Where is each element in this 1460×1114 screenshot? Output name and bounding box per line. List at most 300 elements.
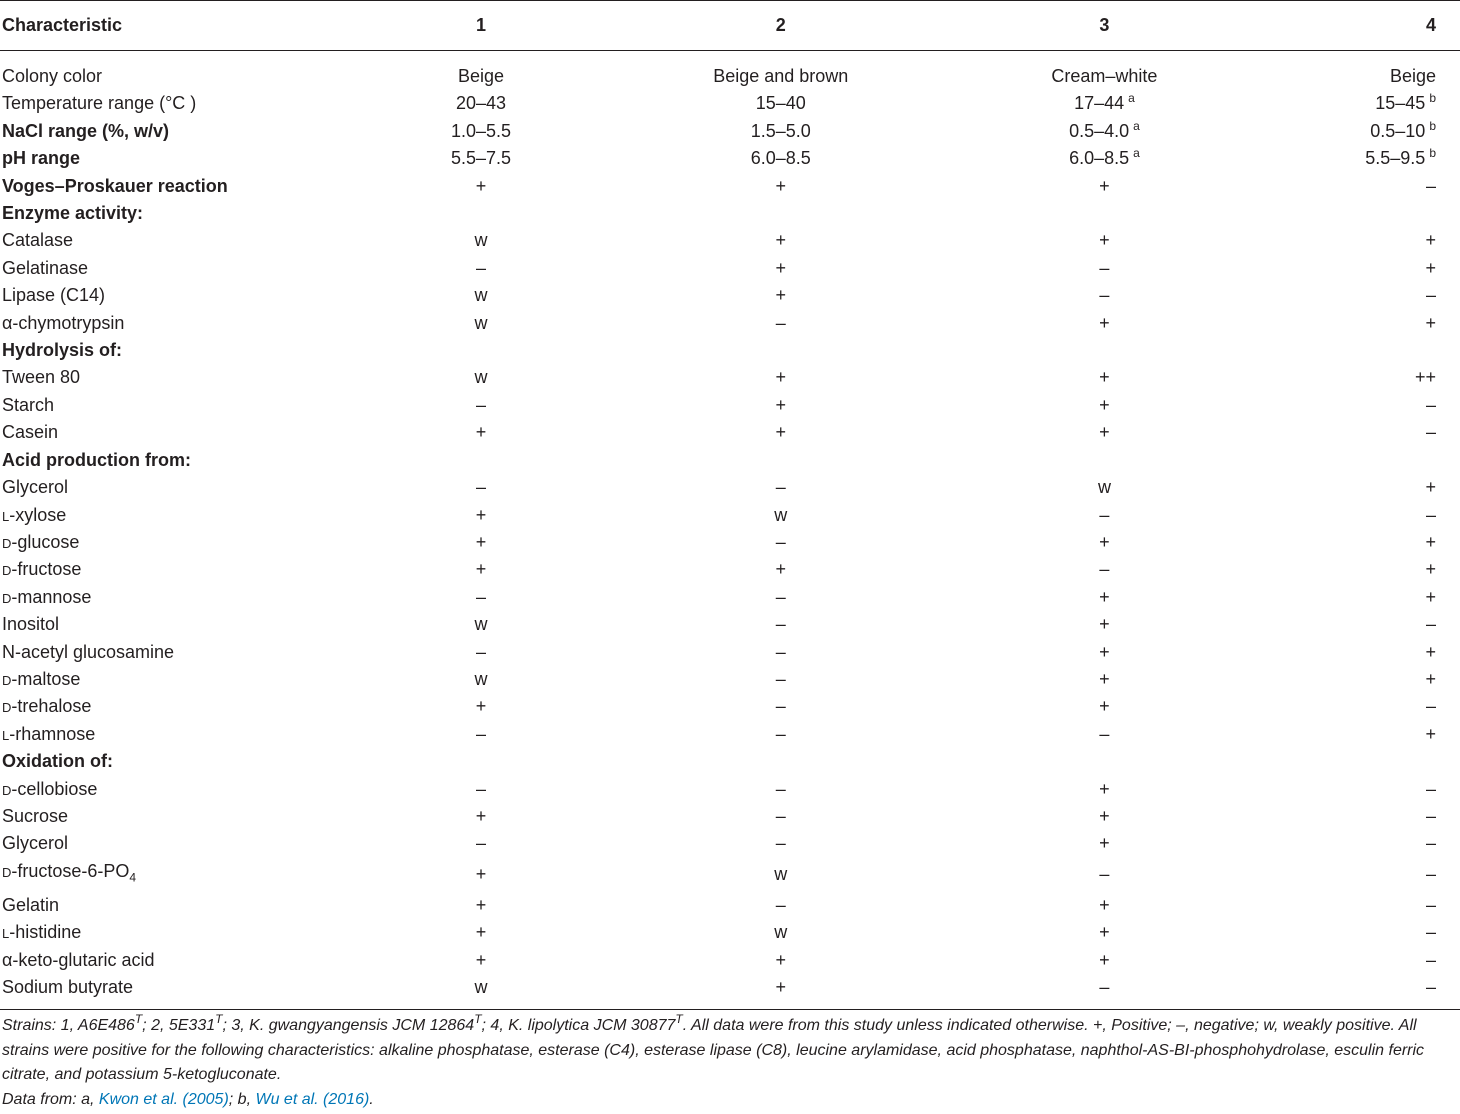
row-label: Glycerol — [2, 833, 69, 854]
table-row — [0, 255, 1460, 282]
cell-value: – — [1425, 175, 1436, 196]
cell-strain-1 — [339, 200, 624, 227]
cell-strain-1 — [339, 474, 624, 501]
cell-value: + — [1425, 531, 1436, 552]
cell-strain-4 — [1271, 419, 1460, 446]
stereo-prefix: d — [2, 586, 12, 607]
cell-value: + — [1425, 230, 1436, 251]
cell-strain-4 — [1271, 803, 1460, 830]
cell-strain-1 — [339, 584, 624, 611]
cell-strain-4 — [1271, 830, 1460, 857]
cell-strain-3 — [938, 227, 1271, 254]
cell-strain-4 — [1271, 947, 1460, 974]
stereo-prefix: l — [2, 723, 10, 744]
cell-strain-2 — [624, 310, 938, 337]
table-row — [0, 639, 1460, 666]
cell-value: – — [775, 614, 786, 635]
cell-value: + — [1425, 559, 1436, 580]
row-label: Gelatinase — [2, 257, 89, 278]
cell-strain-4 — [1271, 919, 1460, 946]
stereo-prefix: d — [2, 696, 12, 717]
cell-strain-2 — [624, 721, 938, 748]
cell-value: + — [775, 977, 787, 997]
cell-strain-2 — [624, 556, 938, 583]
cell-value: + — [1099, 949, 1110, 970]
table-row — [0, 721, 1460, 748]
row-label: Acid production from: — [2, 449, 191, 470]
cell-strain-4 — [1271, 118, 1460, 145]
table-row — [0, 173, 1460, 200]
cell-strain-3 — [938, 447, 1271, 474]
cell-value: – — [1425, 864, 1436, 885]
cell-strain-1 — [339, 419, 624, 446]
cell-strain-3 — [938, 337, 1271, 364]
table-header-row — [0, 1, 1460, 51]
table-row — [0, 90, 1460, 117]
cell-strain-4 — [1271, 502, 1460, 529]
row-label: NaCl range (%, w/v) — [2, 120, 170, 141]
cell-strain-1 — [339, 337, 624, 364]
cell-value: – — [476, 723, 487, 744]
row-label: Casein — [2, 422, 59, 443]
cell-value: + — [1099, 175, 1110, 196]
cell-strain-2 — [624, 227, 938, 254]
cell-strain-4 — [1271, 447, 1460, 474]
cell-value: + — [775, 367, 787, 388]
table-row — [0, 529, 1460, 556]
cell-value: + — [1425, 586, 1436, 607]
cell-strain-2 — [624, 947, 938, 974]
cell-strain-2 — [624, 830, 938, 857]
cell-strain-1 — [339, 947, 624, 974]
cell-strain-3 — [938, 919, 1271, 946]
cell-strain-3 — [938, 145, 1271, 172]
header-characteristic: Characteristic — [0, 1, 339, 51]
cell-value: 5.5–9.5 — [1365, 148, 1426, 169]
cell-strain-2 — [624, 173, 938, 200]
stereo-prefix: d — [2, 778, 12, 799]
cell-value: – — [775, 668, 786, 689]
cell-strain-4 — [1271, 227, 1460, 254]
cell-strain-3 — [938, 693, 1271, 720]
cell-value: – — [1099, 504, 1110, 525]
row-label: l-xylose — [2, 504, 67, 525]
cell-strain-4 — [1271, 584, 1460, 611]
stereo-prefix: d — [2, 668, 12, 689]
cell-strain-4 — [1271, 666, 1460, 693]
cell-strain-4 — [1271, 892, 1460, 919]
cell-strain-1 — [339, 556, 624, 583]
cell-strain-1 — [339, 803, 624, 830]
cell-value: – — [1425, 778, 1436, 799]
cell-value: + — [1425, 723, 1436, 744]
table-row — [0, 666, 1460, 693]
cell-value: Beige — [458, 66, 505, 86]
cell-value: – — [1425, 922, 1436, 943]
cell-strain-4 — [1271, 858, 1460, 892]
cell-value: + — [1099, 696, 1110, 717]
cell-value: + — [475, 696, 487, 717]
table-row — [0, 474, 1460, 501]
row-label: Sodium butyrate — [0, 974, 339, 1010]
reference-link-wu[interactable]: Wu et al. (2016) — [255, 1090, 370, 1108]
cell-value: – — [1425, 977, 1436, 997]
table-footnote — [2, 1014, 1456, 1112]
table-row — [0, 364, 1460, 391]
row-label: l-histidine — [2, 922, 82, 943]
row-label: Inositol — [2, 614, 60, 635]
header-strain-3: 3 — [938, 1, 1271, 51]
cell-strain-4 — [1271, 748, 1460, 775]
cell-strain-4 — [1271, 776, 1460, 803]
cell-strain-1 — [339, 51, 624, 91]
cell-strain-2 — [624, 666, 938, 693]
table-row — [0, 693, 1460, 720]
cell-value: w — [474, 312, 488, 333]
cell-strain-3 — [938, 666, 1271, 693]
cell-strain-1 — [339, 310, 624, 337]
row-label: d-fructose — [2, 559, 82, 580]
row-label: d-maltose — [2, 668, 81, 689]
cell-strain-2 — [624, 145, 938, 172]
cell-value: 15–45 — [1375, 93, 1426, 114]
cell-strain-4 — [1271, 310, 1460, 337]
cell-value: + — [775, 175, 787, 196]
cell-strain-4 — [1271, 282, 1460, 309]
reference-marker: b — [1429, 146, 1436, 161]
cell-value: – — [476, 641, 487, 662]
cell-strain-3 — [938, 282, 1271, 309]
cell-strain-4 — [1271, 255, 1460, 282]
cell-value: 15–40 — [755, 93, 806, 114]
cell-strain-3 — [938, 502, 1271, 529]
cell-strain-1 — [339, 748, 624, 775]
row-label: Sucrose — [2, 805, 69, 826]
cell-strain-3 — [938, 474, 1271, 501]
cell-value: – — [775, 586, 786, 607]
cell-strain-4 — [1271, 529, 1460, 556]
cell-strain-2 — [624, 748, 938, 775]
row-label: d-mannose — [2, 586, 92, 607]
cell-value: Beige — [1389, 66, 1436, 86]
reference-marker: b — [1429, 118, 1436, 133]
cell-value: + — [475, 422, 487, 443]
cell-strain-2 — [624, 474, 938, 501]
cell-value: + — [475, 559, 487, 580]
cell-strain-3 — [938, 90, 1271, 117]
cell-value: – — [1425, 504, 1436, 525]
table-row — [0, 748, 1460, 775]
row-label: Gelatin — [2, 894, 60, 915]
cell-value: – — [1425, 422, 1436, 443]
table-row — [0, 447, 1460, 474]
table-body — [0, 51, 1460, 1010]
cell-strain-1 — [339, 447, 624, 474]
row-label: $d-fructose-6-PO_4$ — [2, 860, 137, 885]
row-label: Oxidation of: — [2, 751, 113, 772]
row-label: Tween 80 — [2, 367, 81, 388]
cell-strain-2 — [624, 51, 938, 91]
cell-strain-2 — [624, 502, 938, 529]
cell-strain-1 — [339, 639, 624, 666]
cell-value: 0.5–10 — [1370, 120, 1426, 141]
cell-value: – — [775, 696, 786, 717]
cell-value: + — [1099, 833, 1110, 854]
cell-value: – — [775, 894, 786, 915]
cell-value: + — [1425, 668, 1436, 689]
cell-value: + — [1099, 641, 1110, 662]
cell-strain-4 — [1271, 145, 1460, 172]
cell-value: + — [1099, 394, 1110, 415]
table-row — [0, 803, 1460, 830]
cell-value: – — [775, 312, 786, 333]
cell-strain-4 — [1271, 611, 1460, 638]
header-strain-1: 1 — [339, 1, 624, 51]
row-label: d-cellobiose — [2, 778, 98, 799]
cell-strain-3 — [938, 173, 1271, 200]
cell-value: – — [1425, 805, 1436, 826]
cell-strain-2 — [624, 803, 938, 830]
cell-value: + — [1099, 422, 1110, 443]
cell-strain-1 — [339, 255, 624, 282]
cell-strain-1 — [339, 892, 624, 919]
cell-value: + — [475, 531, 487, 552]
cell-strain-3 — [938, 776, 1271, 803]
cell-value: – — [1099, 257, 1110, 278]
cell-strain-1 — [339, 974, 624, 1010]
cell-strain-3 — [938, 310, 1271, 337]
cell-value: 6.0–8.5 — [750, 148, 811, 169]
table-row — [0, 145, 1460, 172]
cell-value: – — [1099, 864, 1110, 885]
cell-value: + — [475, 894, 487, 915]
cell-value: + — [1099, 805, 1110, 826]
cell-value: + — [775, 949, 787, 970]
cell-value: – — [1099, 559, 1110, 580]
table-row — [0, 200, 1460, 227]
cell-value: 1.0–5.5 — [451, 120, 512, 141]
cell-value: w — [774, 504, 788, 525]
cell-strain-3 — [938, 392, 1271, 419]
table-row — [0, 892, 1460, 919]
row-label: pH range — [2, 148, 81, 169]
cell-strain-2 — [624, 974, 938, 1010]
cell-strain-1 — [339, 145, 624, 172]
table-row — [0, 947, 1460, 974]
cell-value: + — [775, 230, 787, 251]
stereo-prefix: d — [2, 531, 12, 552]
cell-strain-3 — [938, 721, 1271, 748]
cell-value: 5.5–7.5 — [451, 148, 512, 169]
row-label: l-rhamnose — [2, 723, 96, 744]
cell-strain-2 — [624, 611, 938, 638]
cell-strain-2 — [624, 858, 938, 892]
cell-value: + — [775, 394, 787, 415]
cell-value: + — [775, 559, 787, 580]
cell-value: w — [774, 922, 788, 943]
cell-strain-1 — [339, 502, 624, 529]
cell-value: + — [1099, 614, 1110, 635]
cell-strain-1 — [339, 282, 624, 309]
table-row — [0, 919, 1460, 946]
cell-strain-4 — [1271, 974, 1460, 1010]
cell-strain-2 — [624, 392, 938, 419]
cell-value: – — [1425, 696, 1436, 717]
cell-value: – — [1099, 723, 1110, 744]
cell-strain-3 — [938, 200, 1271, 227]
cell-value: + — [775, 422, 787, 443]
cell-value: + — [1099, 367, 1110, 388]
cell-strain-4 — [1271, 639, 1460, 666]
cell-strain-2 — [624, 364, 938, 391]
reference-marker: b — [1429, 91, 1436, 106]
table-row — [0, 611, 1460, 638]
row-label: α-chymotrypsin — [2, 312, 125, 333]
cell-strain-1 — [339, 858, 624, 892]
row-label: α-keto-glutaric acid — [2, 949, 155, 970]
cell-value: – — [476, 778, 487, 799]
cell-strain-4 — [1271, 693, 1460, 720]
cell-strain-3 — [938, 584, 1271, 611]
cell-value: – — [775, 531, 786, 552]
cell-strain-3 — [938, 974, 1271, 1010]
cell-value: – — [1425, 394, 1436, 415]
row-label: d-glucose — [2, 531, 80, 552]
cell-strain-4 — [1271, 51, 1460, 91]
cell-strain-4 — [1271, 364, 1460, 391]
row-label: Hydrolysis of: — [2, 340, 123, 361]
cell-value: + — [1099, 586, 1110, 607]
cell-value: + — [475, 805, 487, 826]
cell-value: 0.5–4.0 — [1069, 120, 1130, 141]
cell-strain-3 — [938, 639, 1271, 666]
table-row — [0, 310, 1460, 337]
cell-strain-4 — [1271, 337, 1460, 364]
cell-strain-2 — [624, 118, 938, 145]
cell-strain-4 — [1271, 474, 1460, 501]
cell-strain-1 — [339, 611, 624, 638]
table-row — [0, 118, 1460, 145]
cell-strain-3 — [938, 830, 1271, 857]
cell-strain-1 — [339, 364, 624, 391]
cell-value: w — [774, 864, 788, 885]
cell-value: w — [474, 977, 488, 997]
stereo-prefix: d — [2, 559, 12, 580]
cell-value: – — [775, 477, 786, 498]
cell-value: ++ — [1414, 367, 1436, 388]
cell-strain-3 — [938, 419, 1271, 446]
table-row — [0, 392, 1460, 419]
cell-value: – — [775, 833, 786, 854]
cell-value: – — [1425, 833, 1436, 854]
cell-strain-3 — [938, 947, 1271, 974]
header-strain-2: 2 — [624, 1, 938, 51]
cell-strain-3 — [938, 364, 1271, 391]
row-label: Glycerol — [2, 477, 69, 498]
cell-value: Cream–white — [1051, 66, 1158, 86]
cell-value: Beige and brown — [713, 66, 849, 86]
cell-strain-1 — [339, 693, 624, 720]
table-row — [0, 830, 1460, 857]
cell-strain-1 — [339, 776, 624, 803]
cell-value: + — [775, 285, 787, 306]
cell-strain-3 — [938, 803, 1271, 830]
cell-value: + — [475, 922, 487, 943]
cell-strain-3 — [938, 748, 1271, 775]
cell-strain-3 — [938, 255, 1271, 282]
cell-strain-3 — [938, 51, 1271, 91]
table-row — [0, 51, 1460, 91]
header-strain-4: 4 — [1271, 1, 1460, 51]
cell-value: – — [775, 641, 786, 662]
cell-value: – — [1425, 894, 1436, 915]
table-row — [0, 419, 1460, 446]
cell-value: + — [1099, 778, 1110, 799]
cell-strain-1 — [339, 721, 624, 748]
cell-strain-1 — [339, 830, 624, 857]
cell-strain-2 — [624, 200, 938, 227]
cell-value: + — [475, 504, 487, 525]
cell-value: – — [476, 833, 487, 854]
cell-value: – — [775, 723, 786, 744]
cell-value: + — [1425, 641, 1436, 662]
cell-strain-2 — [624, 255, 938, 282]
reference-link-kwon[interactable]: Kwon et al. (2005) — [98, 1090, 229, 1108]
stereo-prefix: l — [2, 504, 10, 525]
cell-value: w — [474, 367, 488, 388]
cell-strain-4 — [1271, 90, 1460, 117]
cell-strain-2 — [624, 529, 938, 556]
cell-value: + — [1425, 312, 1436, 333]
cell-strain-2 — [624, 693, 938, 720]
cell-value: – — [1099, 977, 1110, 997]
cell-strain-3 — [938, 118, 1271, 145]
cell-value: w — [1097, 477, 1111, 498]
cell-strain-4 — [1271, 392, 1460, 419]
cell-strain-1 — [339, 227, 624, 254]
cell-value: + — [1099, 230, 1110, 251]
row-label: Catalase — [2, 230, 74, 251]
table-row — [0, 974, 1460, 1010]
row-label: Lipase (C14) — [2, 285, 106, 306]
cell-value: w — [474, 285, 488, 306]
cell-strain-4 — [1271, 200, 1460, 227]
cell-value: w — [474, 614, 488, 635]
cell-value: w — [474, 668, 488, 689]
cell-value: – — [476, 586, 487, 607]
cell-strain-1 — [339, 529, 624, 556]
table-row — [0, 858, 1460, 892]
row-label: N-acetyl glucosamine — [2, 641, 175, 662]
cell-strain-3 — [938, 529, 1271, 556]
cell-value: 17–44 — [1074, 93, 1125, 114]
cell-strain-1 — [339, 666, 624, 693]
cell-strain-1 — [339, 90, 624, 117]
cell-value: 20–43 — [456, 93, 507, 114]
cell-value: + — [775, 257, 787, 278]
cell-strain-2 — [624, 447, 938, 474]
row-label: Colony color — [2, 66, 103, 86]
cell-strain-2 — [624, 892, 938, 919]
cell-value: + — [1099, 312, 1110, 333]
cell-value: – — [775, 778, 786, 799]
row-label: d-trehalose — [2, 696, 92, 717]
cell-strain-2 — [624, 919, 938, 946]
cell-value: – — [476, 394, 487, 415]
reference-marker: a — [1128, 91, 1135, 106]
cell-value: 1.5–5.0 — [750, 120, 811, 141]
cell-strain-3 — [938, 556, 1271, 583]
